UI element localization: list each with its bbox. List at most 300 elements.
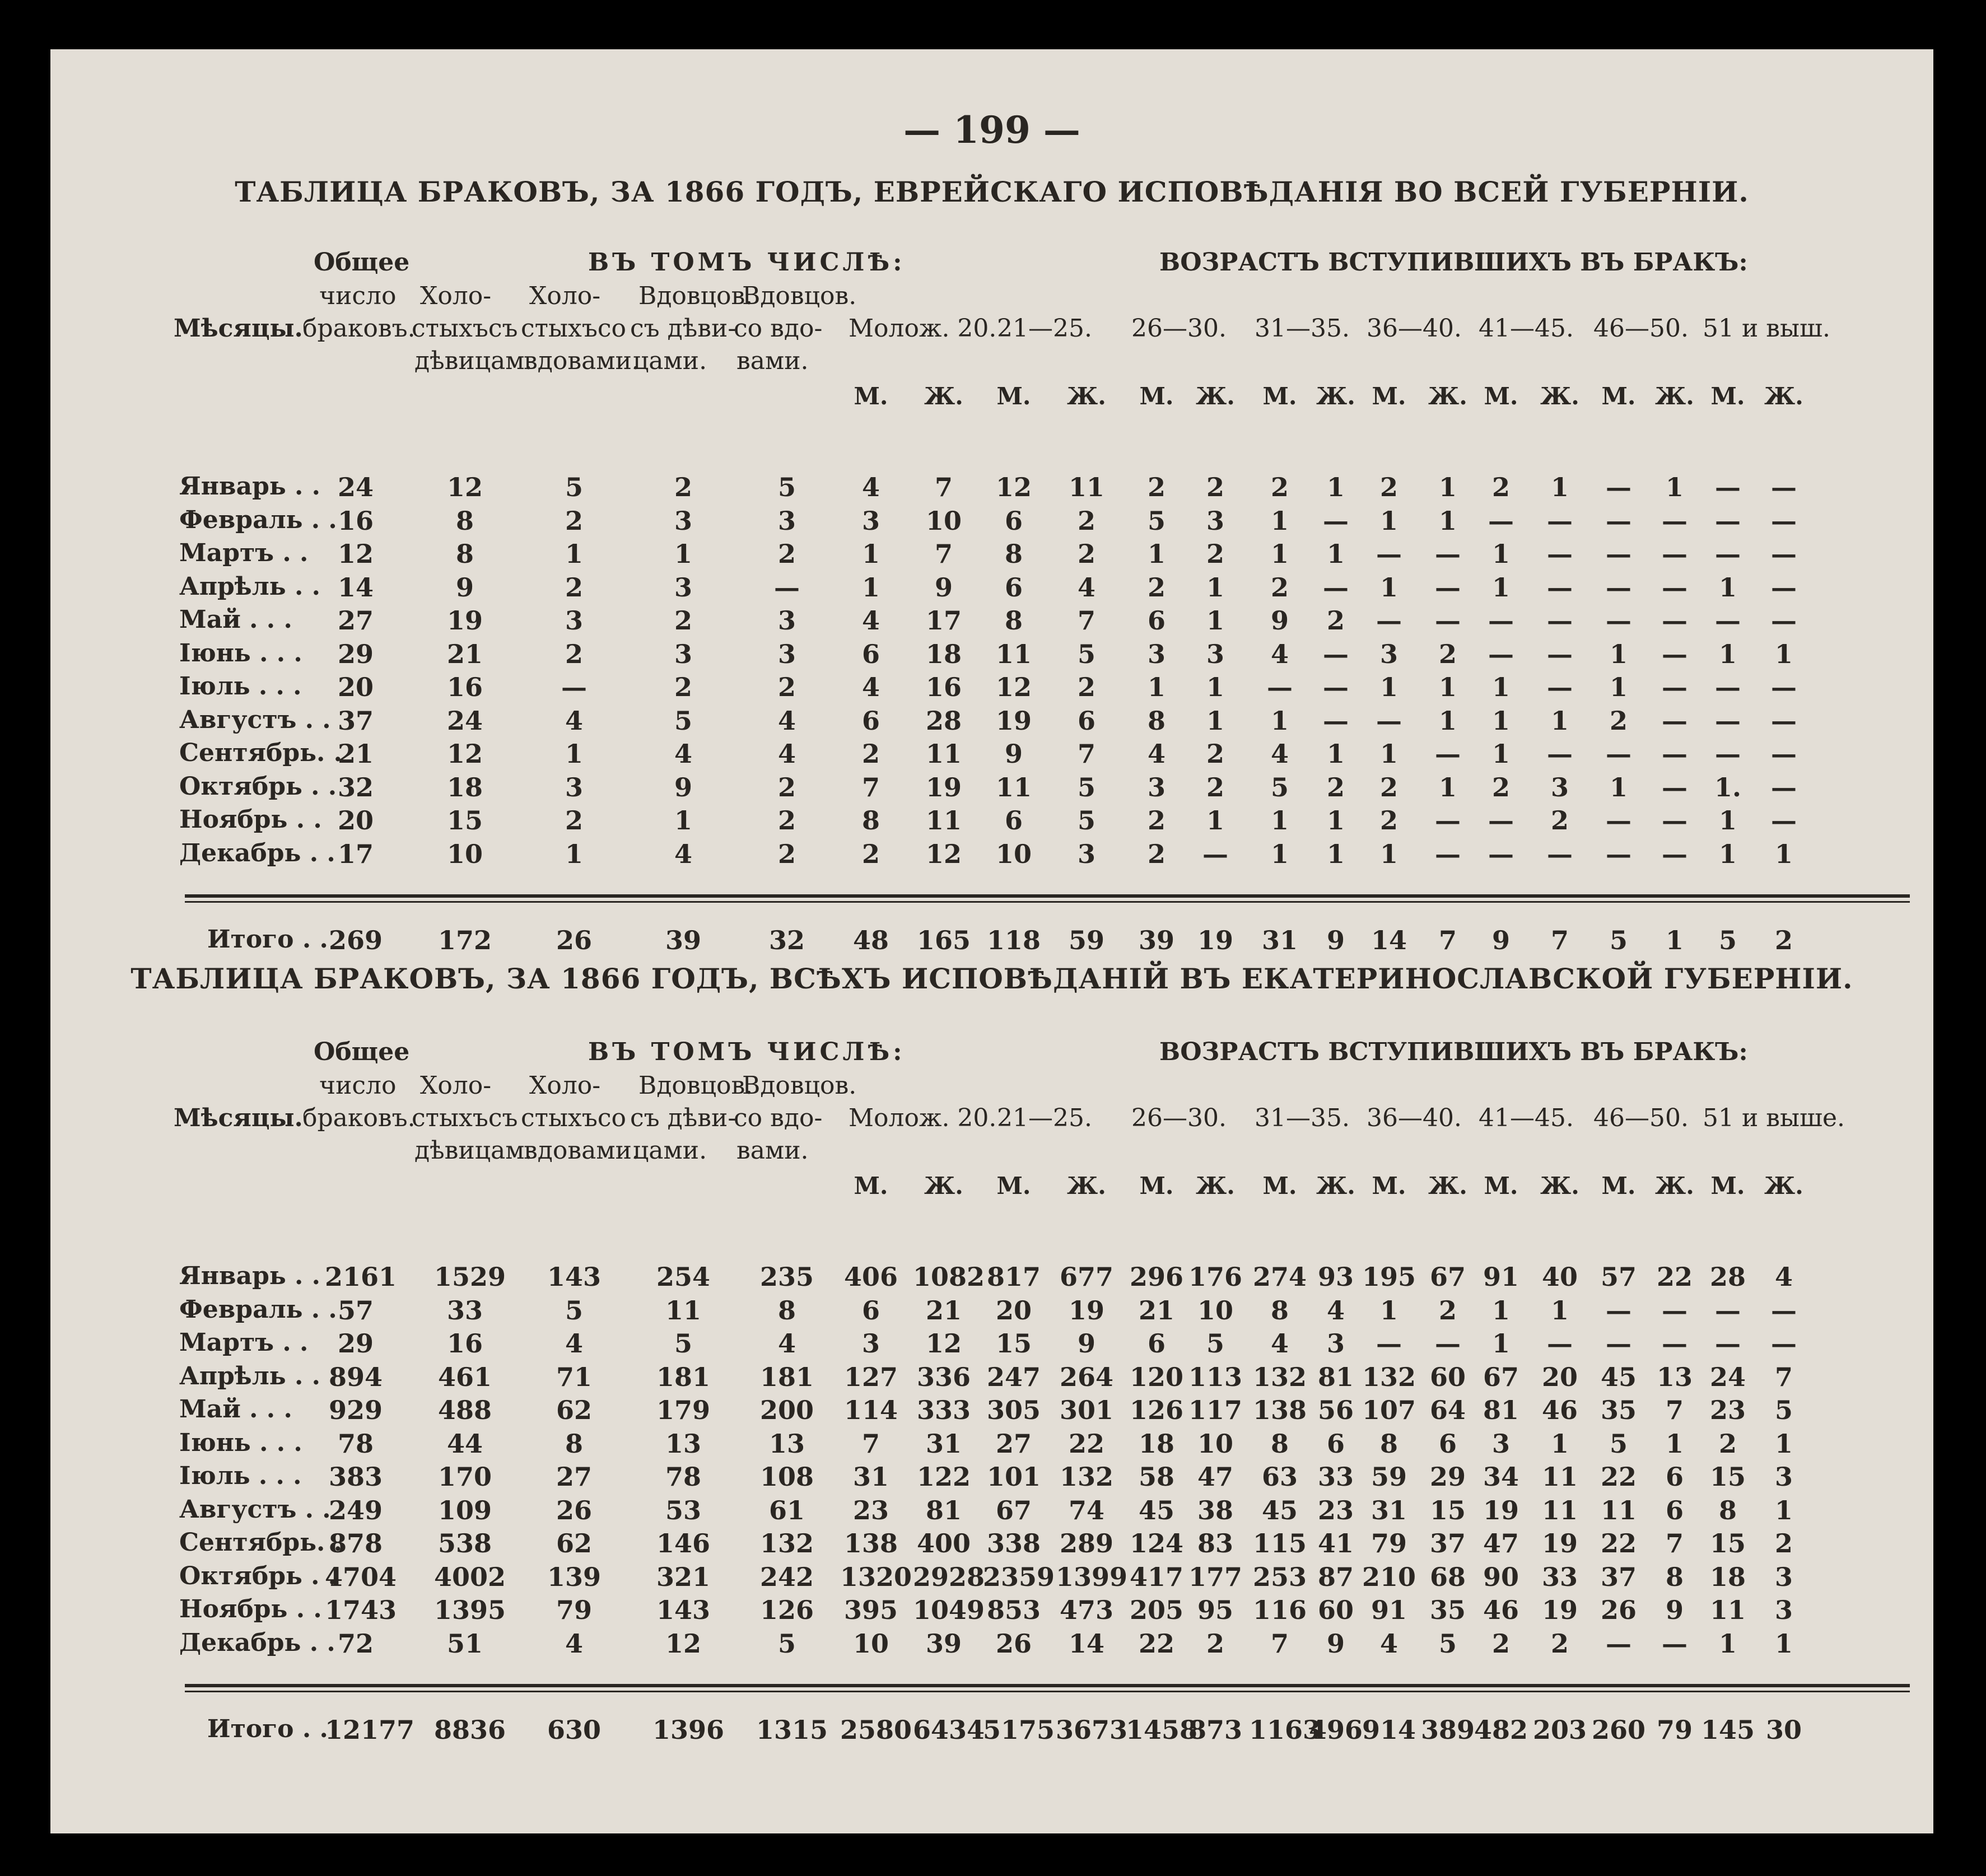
table-cell: 7	[934, 472, 953, 502]
total-cell: 914	[1362, 1715, 1416, 1745]
table-cell: —	[1606, 472, 1631, 502]
table-cell: 4	[1326, 1295, 1345, 1326]
c2-header-1: Холо-	[529, 1071, 601, 1100]
table-cell: 1	[1774, 838, 1793, 869]
table-cell: 101	[986, 1462, 1041, 1492]
table-cell: 15	[1709, 1528, 1746, 1558]
table-cell: 21	[446, 638, 483, 669]
total-header-2: число	[319, 1071, 397, 1100]
table-cell: 2	[1147, 805, 1166, 836]
table-cell: 67	[1482, 1361, 1519, 1392]
table-cell: —	[1606, 1328, 1631, 1359]
c1-header-2: стыхъсъ	[412, 1104, 518, 1132]
table-cell: —	[1771, 672, 1797, 702]
table-cell: 78	[665, 1462, 701, 1492]
table-cell: 7	[1270, 1628, 1289, 1659]
table-cell: 1	[1379, 672, 1398, 702]
table-cell: 95	[1197, 1595, 1233, 1625]
table-cell: 296	[1129, 1262, 1184, 1292]
table-cell: 7	[861, 772, 880, 802]
table-cell: —	[1435, 838, 1461, 869]
sex-header: Ж.	[1067, 382, 1106, 410]
total-cell: 9	[1326, 925, 1345, 955]
total-cell: 30	[1765, 1715, 1802, 1745]
table-cell: 19	[446, 605, 483, 636]
table-cell: 1	[1206, 572, 1224, 603]
table-cell: 26	[1600, 1595, 1637, 1625]
table-cell: 2	[1147, 838, 1166, 869]
total-cell: 1315	[756, 1715, 828, 1745]
table-cell: 91	[1482, 1262, 1519, 1292]
table-cell: 338	[986, 1528, 1041, 1558]
total-cell: 172	[437, 925, 492, 955]
table-cell: 6	[861, 1295, 880, 1326]
table-cell: —	[1547, 572, 1573, 603]
table-cell: —	[1435, 739, 1461, 769]
table-cell: 31	[852, 1462, 889, 1492]
table-cell: 132	[759, 1528, 814, 1558]
table-cell: 2	[1206, 472, 1224, 502]
including-header: ВЪ ТОМЪ ЧИСЛѢ:	[588, 248, 906, 277]
table-cell: 1529	[434, 1262, 506, 1292]
table-cell: 1	[1326, 472, 1345, 502]
table-cell: 35	[1600, 1395, 1637, 1425]
table-cell: 2	[565, 805, 583, 836]
table-cell: 2	[1718, 1428, 1737, 1459]
table-cell: 1	[1665, 1428, 1684, 1459]
table-cell: —	[1547, 638, 1573, 669]
table-cell: 205	[1129, 1595, 1184, 1625]
total-cell: 873	[1188, 1715, 1243, 1745]
table-cell: —	[1662, 705, 1687, 736]
table-cell: 3	[861, 1328, 880, 1359]
total-cell: 7	[1438, 925, 1457, 955]
table-cell: 31	[925, 1428, 962, 1459]
table-cell: —	[1323, 505, 1349, 536]
table-cell: 59	[1370, 1462, 1407, 1492]
table-cell: 406	[843, 1262, 898, 1292]
table-cell: 6	[1077, 705, 1095, 736]
table-cell: 29	[337, 1328, 374, 1359]
table-cell: 8	[1665, 1561, 1684, 1592]
table-cell: 4704	[325, 1561, 397, 1592]
table-cell: 1	[1665, 472, 1684, 502]
table-cell: —	[1771, 472, 1797, 502]
table-cell: 19	[1541, 1595, 1578, 1625]
table-cell: 27	[556, 1462, 592, 1492]
table-cell: 817	[986, 1262, 1041, 1292]
table-cell: 4	[565, 1628, 583, 1659]
table-cell: 127	[843, 1361, 898, 1392]
month-name: Іюль . . .	[179, 1462, 302, 1490]
table-cell: 488	[437, 1395, 492, 1425]
table-cell: 1	[861, 539, 880, 569]
total-header-3: браковъ.	[302, 314, 416, 343]
sex-header: М.	[1484, 1172, 1518, 1200]
total-cell: 496	[1308, 1715, 1363, 1745]
table-cell: 23	[1317, 1495, 1354, 1525]
table-cell: 7	[1077, 739, 1095, 769]
table-cell: 18	[1709, 1561, 1746, 1592]
table-cell: 107	[1362, 1395, 1416, 1425]
table-cell: 63	[1261, 1462, 1298, 1492]
table-cell: 19	[1541, 1528, 1578, 1558]
table-cell: —	[1662, 539, 1687, 569]
table-cell: 45	[1600, 1361, 1637, 1392]
total-cell: 39	[1138, 925, 1174, 955]
month-name: Ноябрь . .	[179, 805, 322, 834]
table-cell: 1	[1550, 705, 1569, 736]
table-cell: 115	[1252, 1528, 1307, 1558]
total-cell: 8836	[434, 1715, 506, 1745]
table-cell: 58	[1138, 1462, 1174, 1492]
c4-header-1: Вдовцов.	[742, 1071, 857, 1100]
sex-header: М.	[1372, 1172, 1406, 1200]
month-name: Мартъ . .	[179, 1328, 309, 1357]
table-cell: —	[1547, 605, 1573, 636]
month-name: Сентябрь. .	[179, 739, 342, 767]
table-cell: 1	[1491, 672, 1510, 702]
table-cell: —	[1323, 672, 1349, 702]
table-cell: 3	[565, 772, 583, 802]
table-cell: 19	[1482, 1495, 1519, 1525]
total-label: Итого . .	[207, 925, 328, 954]
table-cell: 6	[861, 638, 880, 669]
table-cell: 14	[337, 572, 374, 603]
table-cell: 33	[1317, 1462, 1354, 1492]
table-cell: 60	[1429, 1361, 1466, 1392]
table-cell: 5	[674, 705, 692, 736]
table-cell: 4	[565, 705, 583, 736]
table-cell: 12	[925, 838, 962, 869]
marriage-table-jewish	[174, 248, 1910, 976]
table-cell: 210	[1362, 1561, 1416, 1592]
table-cell: 67	[1429, 1262, 1466, 1292]
table-cell: 10	[1197, 1428, 1233, 1459]
table-cell: 62	[556, 1528, 592, 1558]
table-cell: 1	[1438, 472, 1457, 502]
table-cell: 2	[1270, 472, 1289, 502]
c4-header-2: со вдо-	[734, 1104, 823, 1132]
total-cell: 1163	[1249, 1715, 1321, 1745]
table-cell: —	[1771, 805, 1797, 836]
sex-header: Ж.	[1540, 1172, 1579, 1200]
table-cell: 2	[1609, 705, 1628, 736]
table-cell: 1	[1147, 539, 1166, 569]
total-cell: 630	[547, 1715, 602, 1745]
table-cell: 7	[934, 539, 953, 569]
table-cell: 1	[674, 805, 692, 836]
table-cell: —	[1662, 1328, 1687, 1359]
sex-header: Ж.	[924, 1172, 963, 1200]
table-cell: —	[1488, 605, 1514, 636]
table-cell: 14	[1068, 1628, 1104, 1659]
table-cell: 34	[1482, 1462, 1519, 1492]
table-cell: 1	[1718, 838, 1737, 869]
total-cell: 5175	[983, 1715, 1055, 1745]
table-cell: 3	[777, 605, 796, 636]
total-cell: 79	[1656, 1715, 1693, 1745]
table-cell: 400	[916, 1528, 971, 1558]
table-cell: 1	[565, 539, 583, 569]
total-cell: 269	[328, 925, 383, 955]
sex-header: Ж.	[1067, 1172, 1106, 1200]
table-rule	[185, 1691, 1910, 1692]
table-cell: 45	[1138, 1495, 1174, 1525]
table-cell: 2	[1147, 472, 1166, 502]
sex-header: Ж.	[1655, 1172, 1694, 1200]
table-cell: 47	[1482, 1528, 1519, 1558]
table-cell: 179	[656, 1395, 711, 1425]
sex-header: М.	[1710, 1172, 1745, 1200]
table-cell: 301	[1059, 1395, 1114, 1425]
table-cell: 264	[1059, 1361, 1114, 1392]
total-cell: 59	[1068, 925, 1104, 955]
table-cell: 91	[1370, 1595, 1407, 1625]
table-cell: 8	[455, 539, 474, 569]
total-cell: 260	[1591, 1715, 1646, 1745]
table-cell: 5	[565, 1295, 583, 1326]
table-cell: 2	[565, 505, 583, 536]
table-cell: —	[1323, 572, 1349, 603]
table-cell: 1	[1550, 1428, 1569, 1459]
table-cell: 12	[446, 739, 483, 769]
table-cell: 677	[1059, 1262, 1114, 1292]
table-cell: 81	[1482, 1395, 1519, 1425]
sex-header: М.	[854, 1172, 888, 1200]
table-cell: 33	[446, 1295, 483, 1326]
table-cell: 473	[1059, 1595, 1114, 1625]
total-cell: 1396	[652, 1715, 725, 1745]
table-cell: 1.	[1714, 772, 1742, 802]
table-cell: 37	[1429, 1528, 1466, 1558]
table-cell: 3	[1206, 638, 1224, 669]
table-cell: 1	[1774, 638, 1793, 669]
month-name: Апрѣль . .	[179, 1361, 320, 1390]
table-cell: 3	[1550, 772, 1569, 802]
table-cell: 5	[777, 472, 796, 502]
table-cell: 4	[1270, 1328, 1289, 1359]
table-cell: 3	[1774, 1595, 1793, 1625]
table-cell: 11	[1541, 1495, 1578, 1525]
table-cell: 83	[1197, 1528, 1233, 1558]
table-cell: 1	[1609, 772, 1628, 802]
table-cell: 4	[565, 1328, 583, 1359]
table-cell: 878	[328, 1528, 383, 1558]
table-cell: 21	[925, 1295, 962, 1326]
table-cell: 254	[656, 1262, 711, 1292]
table-cell: 93	[1317, 1262, 1354, 1292]
sex-header: Ж.	[1655, 382, 1694, 410]
table-cell: 3	[777, 638, 796, 669]
sex-header: М.	[1601, 1172, 1636, 1200]
table-cell: 46	[1541, 1395, 1578, 1425]
age-group-header: 46—50.	[1593, 1104, 1689, 1132]
table-cell: 1	[1438, 672, 1457, 702]
table-cell: 13	[665, 1428, 701, 1459]
table-cell: 2359	[983, 1561, 1055, 1592]
table-cell: 18	[446, 772, 483, 802]
table-cell: 1	[1326, 805, 1345, 836]
sex-header: М.	[1601, 382, 1636, 410]
total-cell: 482	[1474, 1715, 1528, 1745]
table-cell: 200	[759, 1395, 814, 1425]
table-cell: 853	[986, 1595, 1041, 1625]
table-cell: 7	[1665, 1528, 1684, 1558]
table-cell: 79	[1370, 1528, 1407, 1558]
table-cell: 68	[1429, 1561, 1466, 1592]
total-cell: 5	[1609, 925, 1628, 955]
table-cell: 23	[1709, 1395, 1746, 1425]
months-header: Мѣсяцы.	[174, 1104, 303, 1132]
table-cell: 4	[1270, 638, 1289, 669]
month-name: Августъ . .	[179, 1495, 331, 1524]
table-cell: 4	[674, 838, 692, 869]
table-cell: 383	[328, 1462, 383, 1492]
table-cell: 1	[1609, 638, 1628, 669]
table-cell: 40	[1541, 1262, 1578, 1292]
month-name: Май . . .	[179, 1395, 292, 1424]
table-cell: 10	[925, 505, 962, 536]
table-cell: 1	[1718, 1628, 1737, 1659]
total-cell: 19	[1197, 925, 1233, 955]
table-cell: 116	[1252, 1595, 1307, 1625]
table-cell: 35	[1429, 1595, 1466, 1625]
table-cell: 113	[1188, 1361, 1243, 1392]
total-cell: 118	[986, 925, 1041, 955]
table-cell: 3	[1491, 1428, 1510, 1459]
table-cell: 1	[1379, 739, 1398, 769]
table-cell: 2	[777, 539, 796, 569]
total-cell: 2580	[840, 1715, 912, 1745]
table-cell: —	[1435, 805, 1461, 836]
total-cell: 389	[1420, 1715, 1475, 1745]
table-cell: 9	[1077, 1328, 1095, 1359]
table-rule	[185, 894, 1910, 898]
month-name: Февраль . .	[179, 505, 337, 534]
table-cell: 17	[337, 838, 374, 869]
total-cell: 6434	[913, 1715, 985, 1745]
age-group-header: 31—35.	[1255, 1104, 1350, 1132]
sex-header: М.	[1139, 382, 1174, 410]
table-cell: —	[1435, 605, 1461, 636]
table-cell: —	[1771, 572, 1797, 603]
table-cell: 71	[556, 1361, 592, 1392]
table-cell: 333	[916, 1395, 971, 1425]
table-cell: 1	[1774, 1495, 1793, 1525]
table-cell: 138	[843, 1528, 898, 1558]
table-cell: 23	[852, 1495, 889, 1525]
total-cell: 32	[768, 925, 805, 955]
table-cell: 1	[1491, 1295, 1510, 1326]
table-cell: —	[1715, 539, 1741, 569]
table-cell: 1	[1438, 705, 1457, 736]
table-cell: 114	[843, 1395, 898, 1425]
table-cell: 2	[777, 805, 796, 836]
sex-header: М.	[996, 1172, 1031, 1200]
table-cell: 57	[337, 1295, 374, 1326]
c2-header-1: Холо-	[529, 282, 601, 310]
table-cell: 22	[1138, 1628, 1174, 1659]
table-cell: 1	[1206, 805, 1224, 836]
table-cell: —	[1715, 739, 1741, 769]
table-cell: 15	[1429, 1495, 1466, 1525]
age-group-header: 41—45.	[1479, 314, 1574, 343]
table-cell: —	[1323, 705, 1349, 736]
table-cell: 4	[861, 672, 880, 702]
table-cell: 9	[1326, 1628, 1345, 1659]
table-cell: 17	[925, 605, 962, 636]
table-cell: 1320	[840, 1561, 912, 1592]
sex-header: М.	[1372, 382, 1406, 410]
table-cell: 1399	[1056, 1561, 1128, 1592]
table-cell: 235	[759, 1262, 814, 1292]
month-name: Январь . .	[179, 472, 320, 501]
table-cell: 28	[925, 705, 962, 736]
table-cell: 9	[1004, 739, 1023, 769]
sex-header: М.	[854, 382, 888, 410]
age-header: ВОЗРАСТЪ ВСТУПИВШИХЪ ВЪ БРАКЪ:	[1159, 248, 1748, 277]
table-cell: 1	[1491, 705, 1510, 736]
months-header: Мѣсяцы.	[174, 314, 303, 343]
table-cell: —	[1771, 1328, 1797, 1359]
table-cell: 11	[665, 1295, 701, 1326]
table-cell: 20	[1541, 1361, 1578, 1392]
table-cell: 4	[1147, 739, 1166, 769]
table-cell: 1	[1438, 772, 1457, 802]
table-cell: 2	[1147, 572, 1166, 603]
month-name: Май . . .	[179, 605, 292, 634]
month-name: Декабрь . .	[179, 1628, 335, 1657]
table-cell: —	[1715, 705, 1741, 736]
table-cell: 1	[1550, 472, 1569, 502]
table-cell: 11	[925, 805, 962, 836]
table-cell: 81	[925, 1495, 962, 1525]
table-cell: 7	[861, 1428, 880, 1459]
table-cell: —	[1715, 605, 1741, 636]
c2-header-3: вдовами.	[524, 347, 640, 375]
table-cell: 74	[1068, 1495, 1104, 1525]
table-cell: —	[1376, 705, 1402, 736]
table-cell: —	[1662, 638, 1687, 669]
table-cell: 44	[446, 1428, 483, 1459]
table-cell: 15	[995, 1328, 1032, 1359]
table-cell: 4	[1077, 572, 1095, 603]
table-cell: 41	[1317, 1528, 1354, 1558]
table-cell: 2	[1550, 1628, 1569, 1659]
table-rule	[185, 1684, 1910, 1687]
table-cell: —	[1715, 505, 1741, 536]
table-cell: 22	[1600, 1528, 1637, 1558]
table-cell: 8	[861, 805, 880, 836]
age-group-header: Молож. 20.	[849, 314, 997, 343]
table-cell: —	[1662, 572, 1687, 603]
table-cell: 336	[916, 1361, 971, 1392]
table-cell: 5	[1077, 772, 1095, 802]
c1-header-3: дѣвицам.	[414, 347, 533, 375]
month-name: Октябрь . .	[179, 1561, 337, 1590]
table-cell: 46	[1482, 1595, 1519, 1625]
total-cell: 26	[556, 925, 592, 955]
table-cell: 10	[446, 838, 483, 869]
month-name: Октябрь . .	[179, 772, 337, 801]
month-name: Январь . .	[179, 1262, 320, 1290]
table-cell: 2	[777, 838, 796, 869]
table-cell: —	[1715, 672, 1741, 702]
table-cell: 4	[861, 472, 880, 502]
age-group-header: 41—45.	[1479, 1104, 1574, 1132]
table-cell: 176	[1188, 1262, 1243, 1292]
